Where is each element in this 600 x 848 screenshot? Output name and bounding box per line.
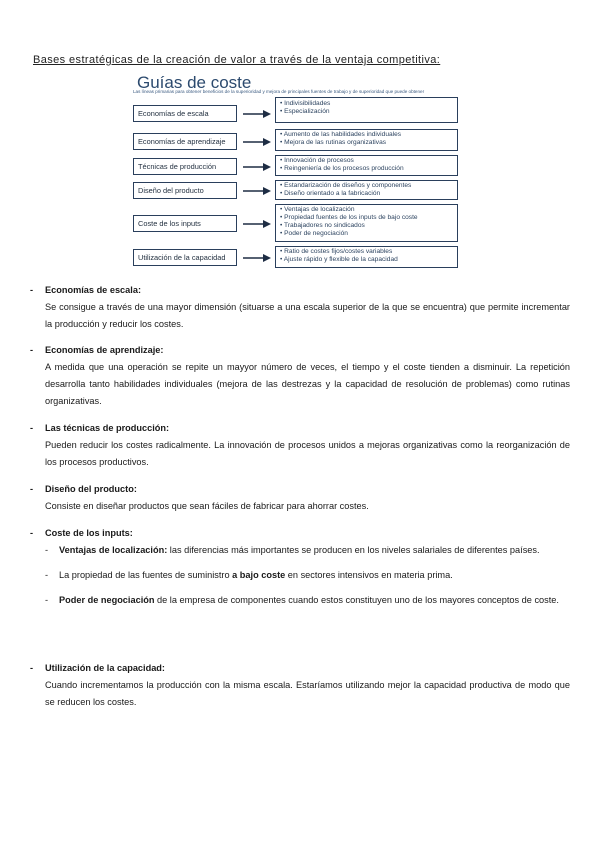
driver-item: • Propiedad fuentes de los inputs de bajo coste	[280, 214, 418, 221]
driver-items	[275, 246, 458, 268]
sub-item-bold: Ventajas de localización:	[59, 545, 168, 555]
driver-item: • Ventajas de localización	[280, 206, 355, 213]
arrow-right-icon	[243, 253, 271, 263]
sub-item-propiedad	[45, 567, 570, 584]
driver-item: • Ajuste rápido y flexible de la capacidad	[280, 256, 398, 263]
section-heading: Economías de escala:	[45, 285, 142, 295]
driver-item: • Trabajadores no sindicados	[280, 222, 365, 229]
sub-item-text: de la empresa de componentes cuando estos constituyen uno de los mayores conceptos de coste.	[154, 595, 559, 605]
driver-items	[275, 204, 458, 242]
section-coste-inputs	[30, 525, 570, 609]
section-text: A medida que una operación se repite un mayyor número de veces, el tiempo y el coste tienden a disminuir. La repetición desarrolla tanto habilidades individuales (mejora de las destrezas y la capacidad de resolución de problemas) como rutinas organizativas.	[45, 362, 570, 406]
sub-bullet-dash: -	[45, 595, 49, 605]
section-economias-escala	[30, 282, 570, 333]
section-heading: Las técnicas de producción:	[45, 423, 170, 433]
sub-item-text: en sectores intensivos en materia prima.	[285, 570, 453, 580]
driver-items	[275, 97, 458, 123]
driver-label: Economías de aprendizaje	[133, 133, 237, 150]
driver-item: • Diseño orientado a la fabricación	[280, 190, 381, 197]
bullet-dash: -	[30, 423, 34, 433]
bullet-dash: -	[30, 345, 34, 355]
section-text: Cuando incrementamos la producción con la misma escala. Estaríamos utilizando mejor la capacidad productiva de modo que se reducen los costes.	[45, 680, 570, 707]
section-heading: Economías de aprendizaje:	[45, 345, 164, 355]
cost-drivers-figure	[133, 73, 458, 271]
arrow-right-icon	[243, 162, 271, 172]
driver-item: • Poder de negociación	[280, 230, 348, 237]
driver-item: • Aumento de las habilidades individuales	[280, 131, 402, 138]
section-heading: Utilización de la capacidad:	[45, 663, 165, 673]
driver-item: • Reingeniería de los procesos producción	[280, 165, 404, 172]
sub-item-bold: Poder de negociación	[59, 595, 155, 605]
sub-item-localizacion	[45, 542, 570, 559]
section-text: Consiste en diseñar productos que sean fáciles de fabricar para ahorrar costes.	[45, 501, 369, 511]
section-heading: Diseño del producto:	[45, 484, 137, 494]
sub-bullet-dash: -	[45, 545, 49, 555]
arrow-right-icon	[243, 186, 271, 196]
driver-label: Técnicas de producción	[133, 158, 237, 175]
sub-item-text: La propiedad de las fuentes de suministro	[59, 570, 233, 580]
driver-item: • Estandarización de diseños y componentes	[280, 182, 412, 189]
section-utilizacion-capacidad	[30, 660, 570, 711]
section-text: Se consigue a través de una mayor dimensión (situarse a una escala superior de la que se encuentra) que permite incrementar la producción y reducir los costes.	[45, 302, 570, 329]
driver-items	[275, 180, 458, 200]
section-heading: Coste de los inputs:	[45, 528, 133, 538]
driver-item: • Especialización	[280, 108, 330, 115]
document-title: Bases estratégicas de la creación de valor a través de la ventaja competitiva:	[33, 54, 441, 66]
section-text: Pueden reducir los costes radicalmente. La innovación de procesos unidos a mejoras organizativas como la reorganización de los procesos productivos.	[45, 440, 570, 467]
arrow-right-icon	[243, 109, 271, 119]
driver-items	[275, 155, 458, 176]
section-economias-aprendizaje	[30, 342, 570, 410]
driver-label: Utilización de la capacidad	[133, 249, 237, 266]
bullet-dash: -	[30, 663, 34, 673]
arrow-right-icon	[243, 137, 271, 147]
sub-item-bold: a bajo coste	[232, 570, 286, 580]
sub-item-text: las diferencias más importantes se producen en los niveles salariales de diferentes países.	[167, 545, 540, 555]
driver-label: Diseño del producto	[133, 182, 237, 199]
driver-label: Economías de escala	[133, 105, 237, 122]
driver-item: • Mejora de las rutinas organizativas	[280, 139, 387, 146]
driver-item: • Indivisibilidades	[280, 100, 331, 107]
sub-bullet-dash: -	[45, 570, 49, 580]
figure-title: Guías de coste	[137, 73, 252, 92]
bullet-dash: -	[30, 528, 34, 538]
section-diseno-producto	[30, 481, 570, 515]
driver-label: Coste de los inputs	[133, 215, 237, 232]
arrow-right-icon	[243, 219, 271, 229]
figure-subtitle: Las líneas primarias para obtener beneficios de la superioridad y mejora de principales fuentes de trabajo y de superioridad que puede obtener	[133, 89, 425, 94]
driver-item: • Ratio de costes fijos/costes variables	[280, 248, 393, 255]
driver-items	[275, 129, 458, 151]
bullet-dash: -	[30, 484, 34, 494]
sub-item-poder	[45, 592, 570, 609]
driver-item: • Innovación de procesos	[280, 157, 354, 164]
section-tecnicas-produccion	[30, 420, 570, 471]
bullet-dash: -	[30, 285, 34, 295]
